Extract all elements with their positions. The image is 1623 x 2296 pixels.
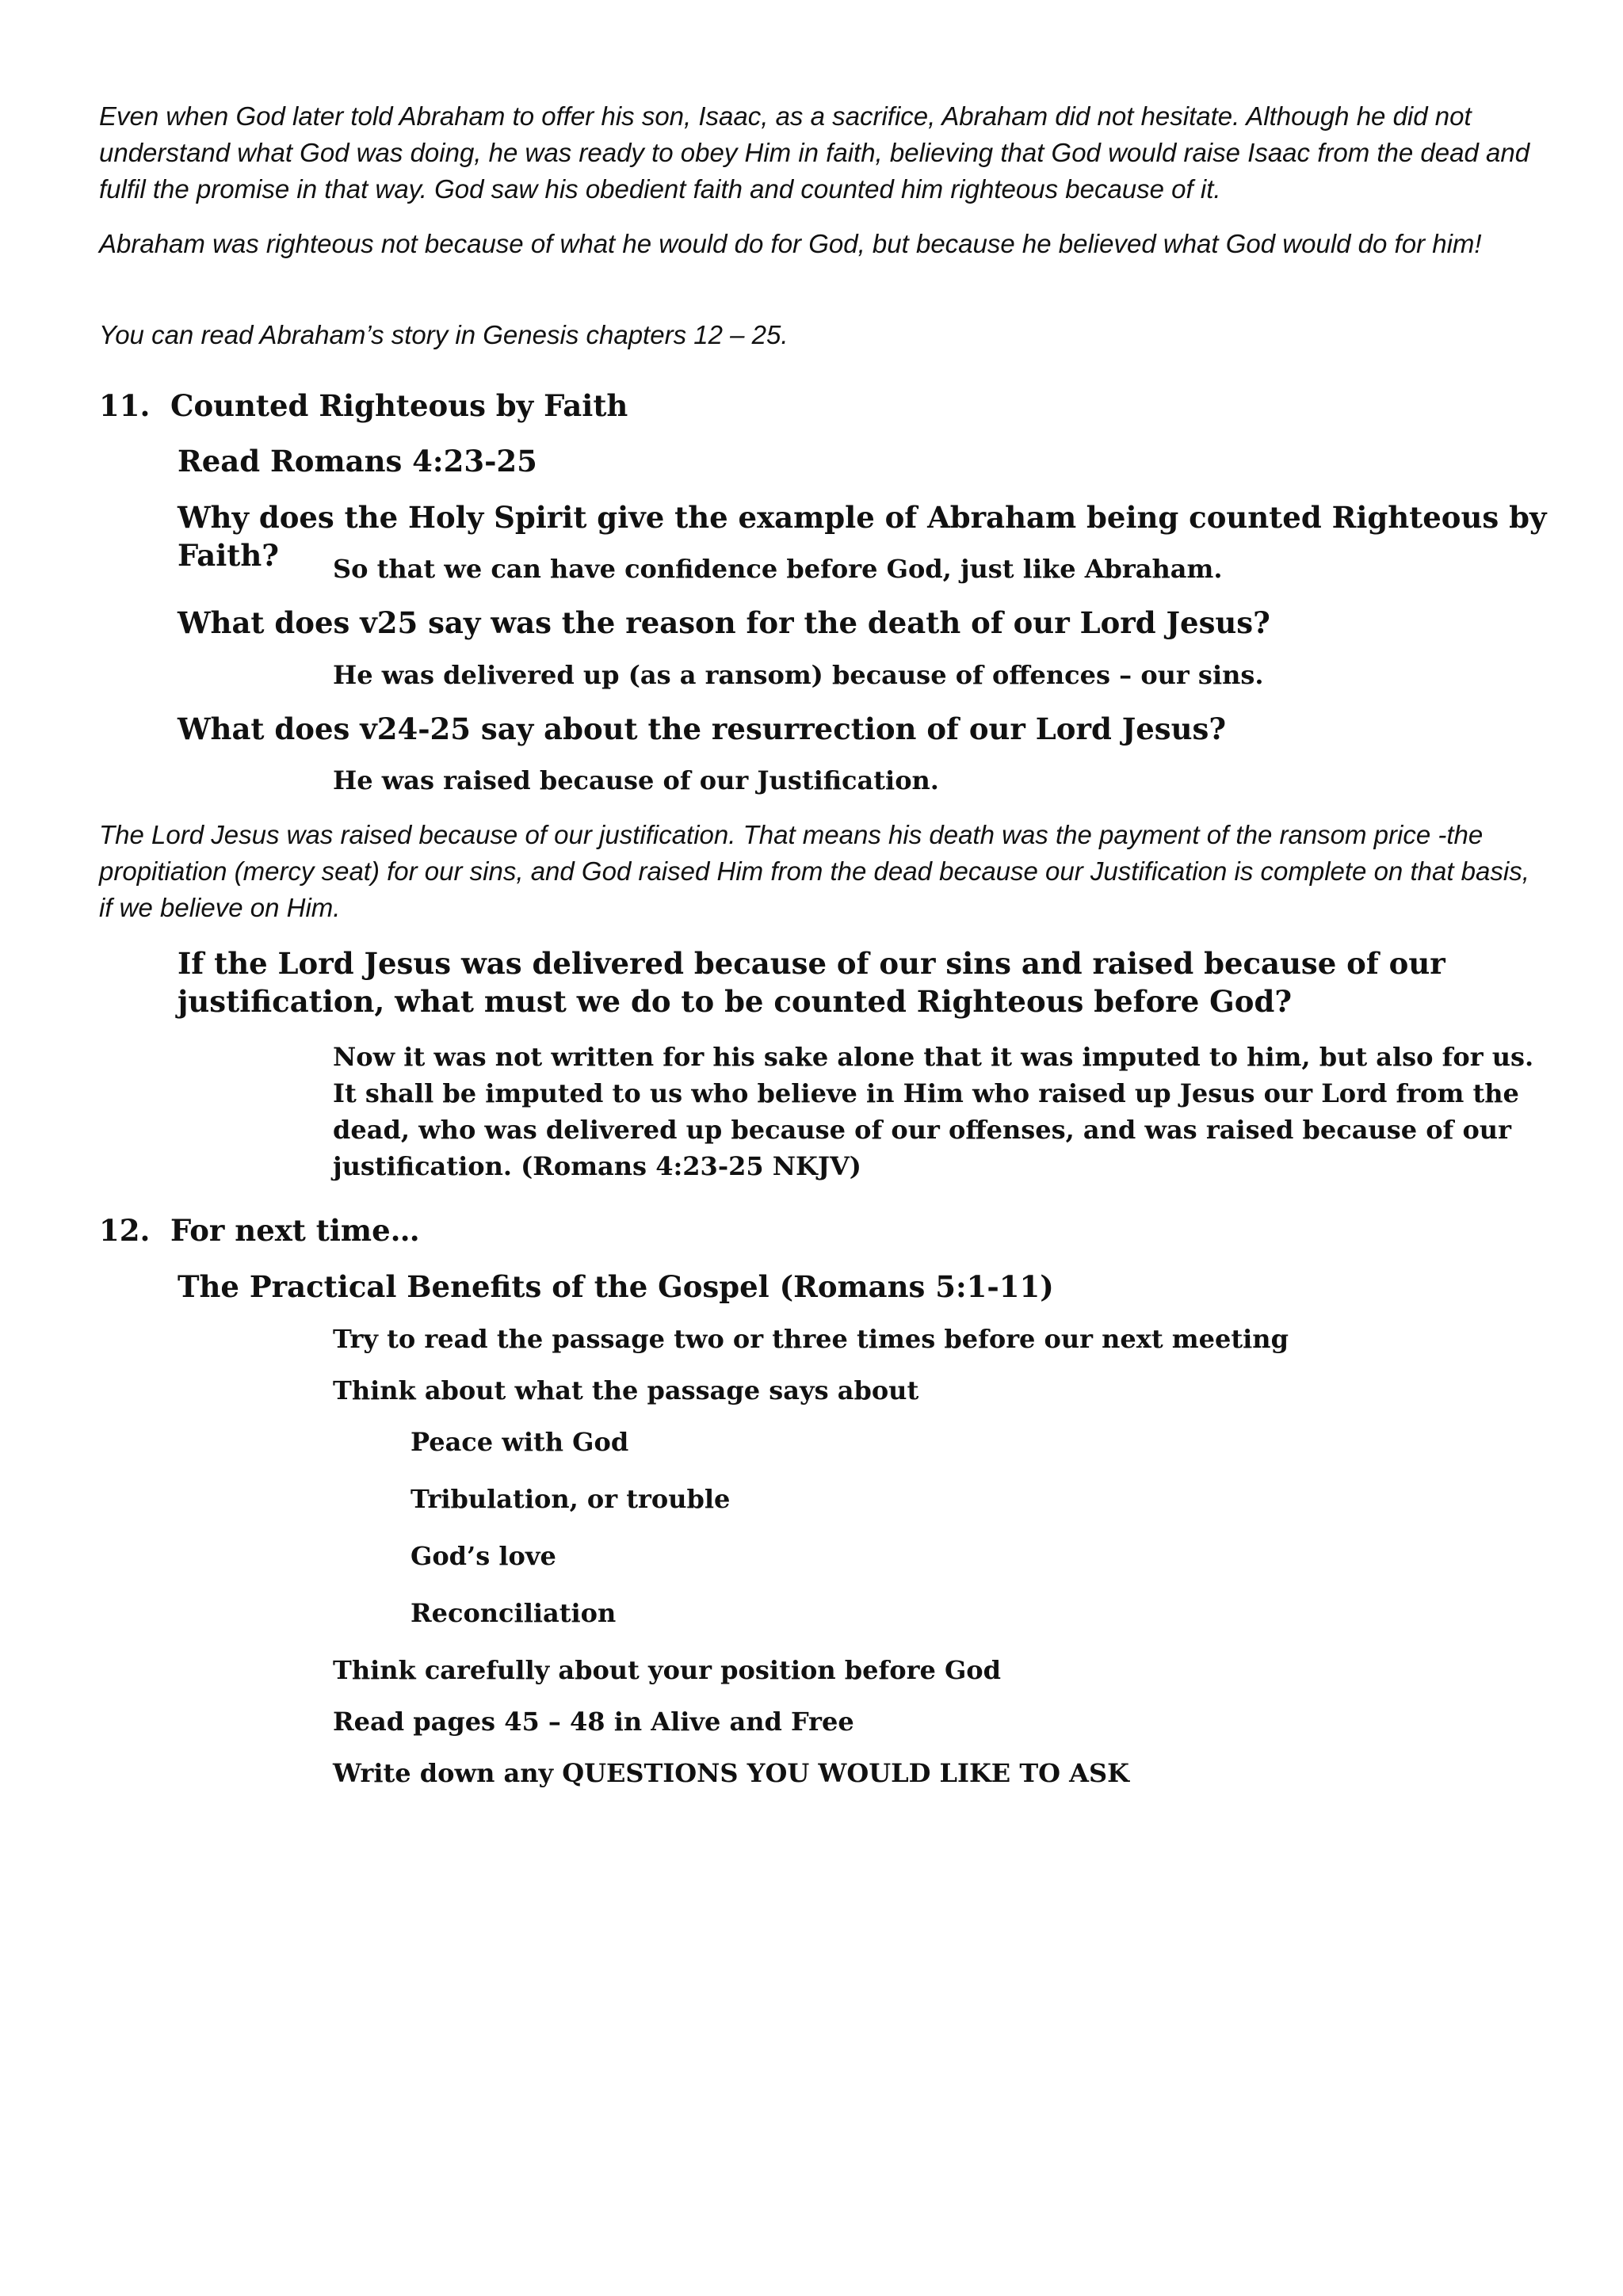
section-12-subtitle: The Practical Benefits of the Gospel (Romans 5:1-11) xyxy=(178,1269,1054,1304)
list-item: Read pages 45 – 48 in Alive and Free xyxy=(333,1707,854,1737)
section-11-title: Counted Righteous by Faith xyxy=(170,388,628,423)
note-paragraph: The Lord Jesus was raised because of our justification. That means his death was the payment of the ransom price -the propitiation (mercy seat) for our sins, and God raised Him from the dead because our Justification is complete on that basis, if we believe on Him. xyxy=(99,820,1529,922)
intro-paragraph-isaac: Even when God later told Abraham to offer his son, Isaac, as a sacrifice, Abraham did not hesitate. Although he did not understand what God was doing, he was ready to obey Him in faith, believing that God would raise Isaac from the dead and fulfil the promise in that way. God saw his obedient faith and counted him righteous because of it. xyxy=(99,101,1530,204)
section-12-title: For next time… xyxy=(170,1213,420,1248)
list-item: Think carefully about your position before God xyxy=(333,1655,1001,1685)
section-11-reading: Read Romans 4:23-25 xyxy=(178,444,537,479)
question-1: Why does the Holy Spirit give the example of Abraham being counted Righteous by Faith? xyxy=(178,500,1547,573)
list-item: Try to read the passage two or three times before our next meeting xyxy=(333,1324,1289,1354)
section-12-number: 12. xyxy=(99,1213,151,1248)
answer-2: He was delivered up (as a ransom) because of offences – our sins. xyxy=(333,660,1264,690)
topic-item: Tribulation, or trouble xyxy=(411,1484,731,1514)
intro-paragraph-righteous: Abraham was righteous not because of what he would do for God, but because he believed what God would do for him! xyxy=(99,229,1482,258)
intro-paragraph-reference: You can read Abraham’s story in Genesis chapters 12 – 25. xyxy=(99,320,789,349)
section-12-heading xyxy=(99,1211,420,1249)
topic-item: Reconciliation xyxy=(411,1598,617,1628)
answer-1: So that we can have confidence before God, just like Abraham. xyxy=(333,554,1223,584)
question-2: What does v25 say was the reason for the death of our Lord Jesus? xyxy=(178,605,1270,640)
question-3: What does v24-25 say about the resurrection of our Lord Jesus? xyxy=(178,711,1227,746)
topic-item: God’s love xyxy=(411,1541,556,1571)
list-item: Think about what the passage says about xyxy=(333,1375,919,1405)
question-4: If the Lord Jesus was delivered because of our sins and raised because of our justification, what must we do to be counted Righteous before God? xyxy=(178,946,1445,1019)
topic-item: Peace with God xyxy=(411,1427,629,1457)
section-11-number: 11. xyxy=(99,388,151,423)
section-11-heading xyxy=(99,387,628,425)
answer-4-scripture: Now it was not written for his sake alone that it was imputed to him, but also for us. It shall be imputed to us who believe in Him who raised up Jesus our Lord from the dead, who was delivered up because of our offenses, and was raised because of our justification. (Romans 4:23-25 NKJV) xyxy=(333,1042,1534,1181)
list-item: Write down any QUESTIONS YOU WOULD LIKE TO ASK xyxy=(333,1758,1129,1788)
answer-3: He was raised because of our Justification. xyxy=(333,765,939,795)
